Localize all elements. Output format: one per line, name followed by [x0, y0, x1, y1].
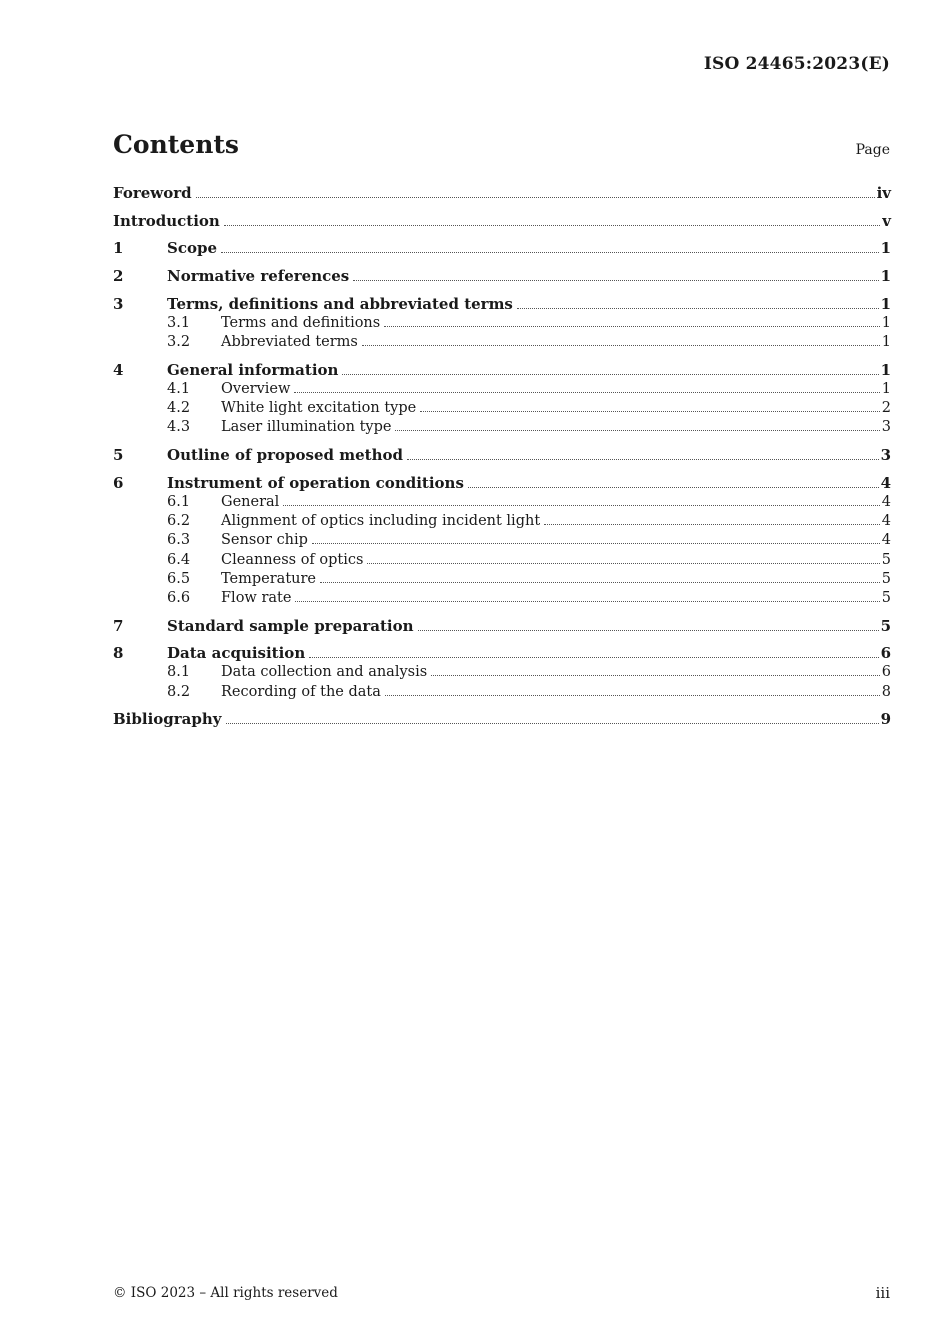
toc-entry-title: Outline of proposed method [167, 446, 403, 465]
toc-subentry[interactable] [113, 570, 891, 589]
toc-entry-number: 4.2 [167, 400, 191, 417]
toc-entry[interactable] [113, 267, 891, 286]
footer-copyright: © ISO 2023 – All rights reserved [113, 1285, 338, 1301]
toc-entry-page: 9 [880, 710, 891, 729]
toc-entry-page: 1 [881, 381, 891, 397]
toc-entry-title: Alignment of optics including incident light [221, 513, 541, 530]
toc-subentry[interactable] [113, 663, 891, 682]
toc-entry-title: Terms and definitions [221, 314, 381, 331]
toc-entry-page: 4 [880, 473, 891, 492]
toc-entry[interactable] [113, 474, 891, 493]
toc-dot-leader [468, 487, 879, 488]
toc-entry-number: 8 [113, 644, 124, 663]
toc-entry-title: Recording of the data [221, 683, 381, 700]
toc-entry-page: 4 [881, 532, 891, 549]
toc-entry-title: White light excitation type [221, 400, 417, 417]
toc-dot-leader [431, 675, 880, 676]
toc-dot-leader [320, 582, 880, 583]
toc-entry-number: 8.1 [167, 664, 191, 681]
toc-dot-leader [295, 601, 879, 602]
toc-dot-leader [224, 225, 880, 226]
toc-entry-page: 1 [881, 314, 891, 331]
toc-dot-leader [544, 524, 880, 525]
toc-entry-number: 4.1 [167, 381, 191, 397]
toc-section [113, 239, 891, 258]
toc-dot-leader [221, 252, 879, 253]
toc-dot-leader [517, 308, 879, 309]
toc-dot-leader [385, 695, 880, 696]
toc-entry-number: 7 [113, 616, 124, 635]
toc-entry-title: Instrument of operation conditions [167, 473, 464, 492]
toc-entry[interactable] [113, 361, 891, 380]
toc-entry-number: 3 [113, 294, 124, 313]
toc-dot-leader [294, 392, 879, 393]
toc-entry-page: 1 [881, 334, 891, 351]
toc-subentry[interactable] [113, 380, 891, 399]
toc-entry[interactable] [113, 710, 891, 729]
toc-subentry[interactable] [113, 531, 891, 550]
toc-dot-leader [384, 326, 880, 327]
toc-entry-title: General information [167, 360, 339, 379]
toc-subentry[interactable] [113, 551, 891, 570]
footer-page-number: iii [875, 1284, 890, 1302]
toc-entry-number: 6.4 [167, 551, 191, 568]
toc-entry-page: 5 [881, 589, 891, 606]
toc-subentry[interactable] [113, 399, 891, 418]
toc-entry-page: 8 [881, 683, 891, 700]
toc-dot-leader [312, 543, 880, 544]
toc-entry[interactable] [113, 184, 891, 203]
toc-entry-number: 3.2 [167, 334, 191, 351]
toc-entry-title: Data collection and analysis [221, 664, 428, 681]
toc-entry-number: 4.3 [167, 419, 191, 436]
toc-entry-page: v [882, 211, 891, 230]
toc-dot-leader [395, 430, 879, 431]
toc-entry-number: 6.6 [167, 589, 191, 606]
toc-entry-title: Terms, definitions and abbreviated terms [167, 294, 513, 313]
toc-entry[interactable] [113, 239, 891, 258]
toc-section [113, 267, 891, 286]
toc-subentry[interactable] [113, 418, 891, 437]
toc-subentry[interactable] [113, 333, 891, 352]
toc-entry-page: 2 [881, 400, 891, 417]
toc-subentry[interactable] [113, 683, 891, 702]
toc-dot-leader [362, 345, 880, 346]
toc-entry[interactable] [113, 446, 891, 465]
toc-entry-number: 4 [113, 360, 124, 379]
toc-entry-page: 6 [881, 664, 891, 681]
toc-entry-title: Foreword [113, 184, 192, 202]
toc-subentry[interactable] [113, 314, 891, 333]
toc-entry-page: 5 [880, 616, 891, 635]
toc-entry[interactable] [113, 212, 891, 231]
toc-entry-title: Scope [167, 239, 218, 258]
toc-section [113, 361, 891, 438]
document-id: ISO 24465:2023(E) [703, 54, 890, 74]
toc-entry-page: 4 [881, 513, 891, 530]
toc-entry-page: 1 [880, 360, 891, 379]
toc-entry-title: General [221, 493, 280, 510]
toc-entry-title: Sensor chip [221, 532, 308, 549]
toc-entry-number: 6.5 [167, 570, 191, 587]
toc-section [113, 212, 891, 231]
toc-subentry[interactable] [113, 512, 891, 531]
toc-entry-number: 6.3 [167, 532, 191, 549]
toc-entry-number: 1 [113, 239, 124, 258]
toc-entry-number: 5 [113, 446, 124, 465]
toc-entry-number: 6 [113, 473, 124, 492]
toc-entry-number: 6.2 [167, 513, 191, 530]
toc-section [113, 474, 891, 608]
toc-entry-page: 1 [880, 239, 891, 258]
contents-heading: Contents [113, 130, 240, 159]
toc-entry[interactable] [113, 644, 891, 663]
toc-entry-page: 1 [880, 294, 891, 313]
toc-subentry[interactable] [113, 493, 891, 512]
toc-entry-title: Bibliography [113, 710, 222, 729]
toc-entry-page: 6 [880, 644, 891, 663]
toc-section [113, 710, 891, 729]
toc-entry-number: 8.2 [167, 683, 191, 700]
toc-section [113, 184, 891, 203]
toc-entry-title: Overview [221, 381, 291, 397]
toc-entry-title: Data acquisition [167, 644, 306, 663]
toc-dot-leader [342, 374, 878, 375]
toc-entry-number: 3.1 [167, 314, 191, 331]
toc-dot-leader [353, 280, 878, 281]
toc-dot-leader [420, 411, 880, 412]
toc-section [113, 446, 891, 465]
toc-dot-leader [367, 563, 879, 564]
toc-entry-title: Temperature [221, 570, 316, 587]
toc-subentry[interactable] [113, 589, 891, 608]
toc-entry-title: Normative references [167, 267, 350, 286]
toc-entry-title: Standard sample preparation [167, 616, 414, 635]
page-column-label: Page [855, 142, 890, 158]
toc-entry-page: iv [876, 184, 891, 202]
toc-dot-leader [407, 459, 879, 460]
toc-dot-leader [226, 723, 879, 724]
toc-entry-title: Flow rate [221, 589, 292, 606]
toc-entry-title: Cleanness of optics [221, 551, 364, 568]
toc-entry-title: Abbreviated terms [221, 334, 358, 351]
toc-entry[interactable] [113, 295, 891, 314]
toc-entry-page: 3 [880, 446, 891, 465]
toc-entry-page: 5 [881, 551, 891, 568]
toc-section [113, 617, 891, 636]
toc-dot-leader [309, 657, 878, 658]
toc-entry-page: 3 [881, 419, 891, 436]
toc-dot-leader [283, 505, 879, 506]
toc-entry-number: 2 [113, 267, 124, 286]
toc-section [113, 295, 891, 353]
toc-entry-title: Introduction [113, 211, 220, 230]
toc-entry-page: 1 [880, 267, 891, 286]
toc-section [113, 644, 891, 702]
toc-entry-page: 5 [881, 570, 891, 587]
table-of-contents [113, 184, 891, 738]
toc-entry-page: 4 [881, 493, 891, 510]
toc-entry[interactable] [113, 617, 891, 636]
toc-entry-number: 6.1 [167, 493, 191, 510]
toc-dot-leader [418, 630, 879, 631]
toc-dot-leader [196, 197, 875, 198]
toc-entry-title: Laser illumination type [221, 419, 392, 436]
